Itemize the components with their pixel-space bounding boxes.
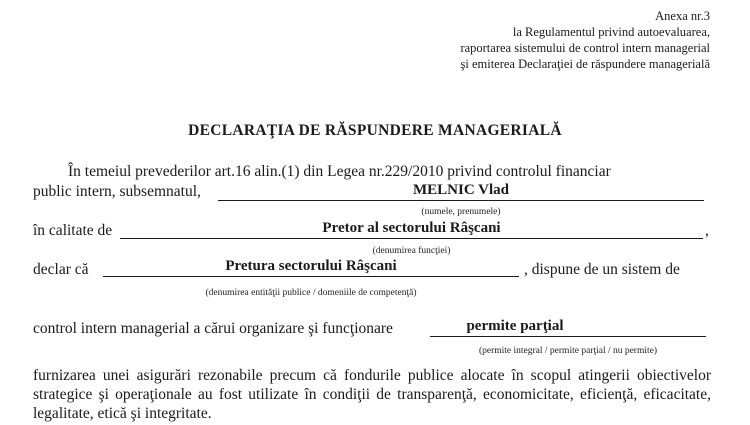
declare-label: declar că <box>33 261 89 278</box>
annex-line-2: la Regulamentul privind autoevaluarea, <box>512 25 710 39</box>
role-label: în calitate de <box>33 222 113 239</box>
declare-continuation: , dispune de un sistem de <box>524 261 680 278</box>
annex-line-4: şi emiterea Declaraţiei de răspundere managerială <box>460 57 710 71</box>
final-paragraph: furnizarea unei asigurări rezonabile precum că fondurile publice alocate în scopul atingerii obiectivelor strategice şi operaţionale au fost utilizate în condiţii de transparenţă, economicitate, eficienţă, eficacitate, legalitate, etică şi integritate. <box>33 367 711 422</box>
intro-line-2: public intern, subsemnatul, <box>33 183 201 200</box>
role-caption: (denumirea funcţiei) <box>372 246 451 256</box>
name-caption: (numele, prenumele) <box>421 207 501 217</box>
document-title: DECLARAŢIA DE RĂSPUNDERE MANAGERIALĂ <box>188 122 562 139</box>
annex-line-3: raportarea sistemului de control intern managerial <box>460 41 710 55</box>
control-caption: (permite integral / permite parţial / nu permite) <box>478 346 658 356</box>
intro-line-1: În temeiul prevederilor art.16 alin.(1) din Legea nr.229/2010 privind controlul financiar <box>68 163 611 180</box>
name-field: MELNIC Vlad <box>413 182 509 198</box>
annex-header <box>460 8 710 72</box>
entity-field: Pretura sectorului Râşcani <box>225 258 397 274</box>
control-field: permite parţial <box>466 318 564 334</box>
role-field: Pretor al sectorului Râşcani <box>322 220 501 236</box>
entity-caption: (denumirea entităţii publice / domeniile de competenţă) <box>205 288 417 298</box>
role-comma: , <box>705 222 709 239</box>
annex-number: Anexa nr.3 <box>655 9 710 23</box>
control-label: control intern managerial a cărui organizare şi funcţionare <box>33 320 393 337</box>
